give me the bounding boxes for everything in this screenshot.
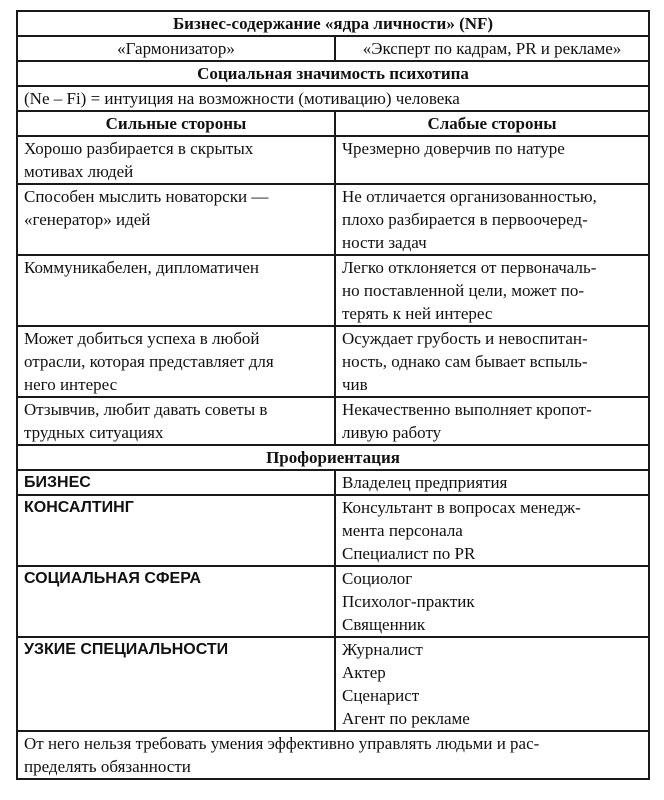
psychotype-table: [16, 10, 650, 780]
strong-cell: Может добиться успеха в любой отрасли, которая представляет для него интерес: [17, 326, 335, 397]
career-row: [17, 470, 649, 495]
career-area: УЗКИЕ СПЕЦИАЛЬНОСТИ: [17, 637, 335, 731]
weak-cell: Не отличается организованностью, плохо разбирается в первоочеред- ности задач: [335, 184, 649, 255]
career-area: БИЗНЕС: [17, 470, 335, 495]
strong-cell: Коммуникабелен, дипломатичен: [17, 255, 335, 326]
trait-row: [17, 255, 649, 326]
weak-cell: Осуждает грубость и невоспитан- ность, однако сам бывает вспыль- чив: [335, 326, 649, 397]
strong-cell: Способен мыслить новаторски — «генератор» идей: [17, 184, 335, 255]
career-jobs: Социолог Психолог-практик Священник: [335, 566, 649, 637]
trait-row: [17, 184, 649, 255]
career-row: [17, 495, 649, 566]
career-row: [17, 637, 649, 731]
weak-cell: Некачественно выполняет кропот- ливую работу: [335, 397, 649, 445]
career-area: КОНСАЛТИНГ: [17, 495, 335, 566]
weak-cell: Чрезмерно доверчив по натуре: [335, 136, 649, 184]
career-jobs: Журналист Актер Сценарист Агент по рекламе: [335, 637, 649, 731]
trait-row: [17, 397, 649, 445]
career-jobs: Владелец предприятия: [335, 470, 649, 495]
social-heading: Социальная значимость психотипа: [17, 61, 649, 86]
type-name-left: «Гармонизатор»: [17, 36, 335, 61]
career-area: СОЦИАЛЬНАЯ СФЕРА: [17, 566, 335, 637]
footer-note: От него нельзя требовать умения эффективно управлять людьми и рас- пределять обязанности: [17, 731, 649, 779]
weak-cell: Легко отклоняется от первоначаль- но поставленной цели, может по- терять к ней интерес: [335, 255, 649, 326]
weak-header: Слабые стороны: [335, 111, 649, 136]
strong-header: Сильные стороны: [17, 111, 335, 136]
career-jobs: Консультант в вопросах менедж- мента персонала Специалист по PR: [335, 495, 649, 566]
social-text: (Ne – Fi) = интуиция на возможности (мотивацию) человека: [17, 86, 649, 111]
career-heading: Профориентация: [17, 445, 649, 470]
strong-cell: Хорошо разбирается в скрытых мотивах людей: [17, 136, 335, 184]
trait-row: [17, 136, 649, 184]
type-name-right: «Эксперт по кадрам, PR и рекламе»: [335, 36, 649, 61]
strong-cell: Отзывчив, любит давать советы в трудных ситуациях: [17, 397, 335, 445]
table-title: Бизнес-содержание «ядра личности» (NF): [17, 11, 649, 36]
trait-row: [17, 326, 649, 397]
career-row: [17, 566, 649, 637]
